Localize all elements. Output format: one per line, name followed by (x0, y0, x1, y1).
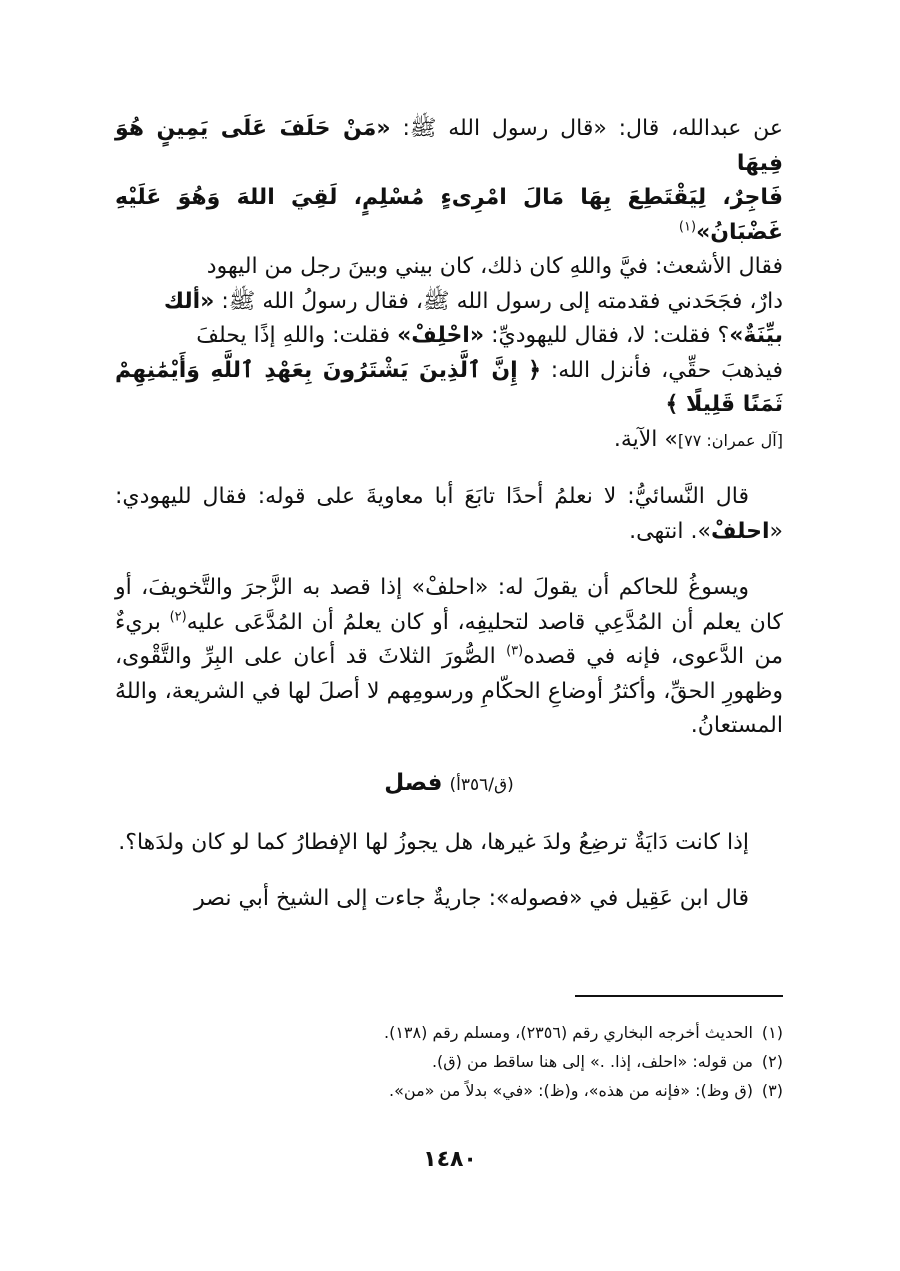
footnote-text: (ق وظ): «فإنه من هذه»، و(ظ): «في» بدلاً من «من». (389, 1081, 753, 1100)
section-title: فصل (384, 769, 443, 796)
nasai-text: قال النَّسائيُّ: لا نعلمُ أحدًا تابَعَ أبا معاويةَ على قوله: فقال لليهودي: « (115, 484, 783, 544)
footnote-number: (١) (761, 1023, 783, 1042)
nasai-paragraph (115, 480, 783, 549)
footnote-text: الحديث أخرجه البخاري رقم (٢٣٥٦)، ومسلم رقم (١٣٨). (384, 1023, 753, 1042)
question-text: إذا كانت دَايَةٌ ترضِعُ ولدَ غيرها، هل يجوزُ لها الإفطارُ كما لو كان ولدَها؟. (118, 829, 749, 855)
narration-text: فقال الأشعث: فيَّ واللهِ كان ذلك، كان بيني وبينَ رجل من اليهود (206, 254, 783, 279)
footnote-3 (115, 1076, 783, 1105)
footnotes (115, 1018, 783, 1105)
narration-text: فيذهبَ حقِّي، فأنزل الله: (541, 357, 783, 383)
narration-text: ؟ فقلت: لا، فقال لليهوديِّ: (484, 323, 730, 348)
hadith-text: «ألك (163, 288, 215, 314)
footnote-1 (115, 1018, 783, 1047)
narration-text: فقلت: واللهِ إذًا يحلفَ (196, 323, 398, 348)
hadith-line-5 (115, 319, 783, 354)
quran-verse: ﴿ إِنَّ ٱلَّذِينَ يَشْتَرُونَ بِعَهْدِ ٱللَّهِ وَأَيْمَٰنِهِمْ ثَمَنًا قَلِيلًا ﴾ (115, 357, 783, 417)
footnote-marker-2[interactable]: (٢) (169, 609, 187, 625)
question-paragraph (115, 826, 783, 861)
manuscript-reference: (ق/٣٥٦أ) (449, 774, 514, 795)
hadith-line-4 (115, 285, 783, 320)
footnote-marker-3[interactable]: (٣) (506, 643, 524, 659)
section-heading (115, 766, 783, 802)
verse-reference: [آل عمران: ٧٧] (677, 430, 783, 450)
hadith-line-1 (115, 112, 783, 181)
page-number: ١٤٨٠ (423, 1147, 477, 1172)
footnote-text: من قوله: «احلف، إذا. .» إلى هنا ساقط من (ق). (431, 1052, 753, 1071)
ibn-aqil-text: قال ابن عَقِيل في «فصوله»: جاريةٌ جاءت إلى الشيخ أبي نصر (194, 886, 749, 911)
footnote-2 (115, 1047, 783, 1076)
nasai-text-end: ». انتهى. (629, 518, 711, 544)
page-body (115, 112, 783, 917)
footnote-number: (٢) (761, 1052, 783, 1071)
hadith-text: «مَنْ حَلَفَ عَلَى يَمِينٍ هُوَ فِيهَا (115, 116, 783, 176)
ibn-aqil-paragraph (115, 882, 783, 917)
hadith-line-2 (115, 181, 783, 250)
hadith-text: فَاجِرٌ، لِيَقْتَطِعَ بِهَا مَالَ امْرِىءٍ مُسْلِمٍ، لَقِيَ اللهَ وَهُوَ عَلَيْهِ غَضْبَانُ» (115, 185, 783, 245)
ruling-text: ويسوغُ للحاكم أن يقولَ له: «احلفْ» إذا قصد به الزَّجرَ والتَّخويفَ، أو كان يعلم أن المُدَّعِي قاصد لتحليفِه، أو كان يعلمُ أن المُدَّعَى عليه (115, 575, 783, 635)
footnote-marker-1[interactable]: (١) (678, 219, 697, 235)
hadith-line-7 (115, 423, 783, 459)
hadith-line-6 (115, 354, 783, 423)
ruling-text: بريءٌ من الدَّعوى، فإنه في قصده (115, 609, 783, 669)
hadith-line-3 (115, 250, 783, 285)
bold-word: احلفْ (710, 518, 770, 544)
hadith-text: «احْلِفْ» (397, 323, 485, 348)
footnote-divider (575, 995, 783, 997)
hadith-text: بيِّنَةٌ» (729, 323, 783, 348)
narration-text: » الآية. (613, 426, 678, 452)
footnote-number: (٣) (761, 1081, 783, 1100)
ruling-paragraph (115, 571, 783, 744)
narration-text: عن عبدالله، قال: «قال رسول الله ﷺ: (390, 116, 784, 141)
ruling-text: الصُّورَ الثلاثَ قد أعان على البِرِّ والتَّقْوى، وظهورِ الحقِّ، وأكثرُ أوضاعِ الحكّامِ ورسومِهم لا أصلَ لها في الشريعة، واللهُ المستعانُ. (115, 644, 783, 738)
narration-text: دارٌ، فجَحَدني فقدمته إلى رسول الله ﷺ، فقال رسولُ الله ﷺ: (214, 288, 783, 314)
hadith-paragraph (115, 112, 783, 458)
